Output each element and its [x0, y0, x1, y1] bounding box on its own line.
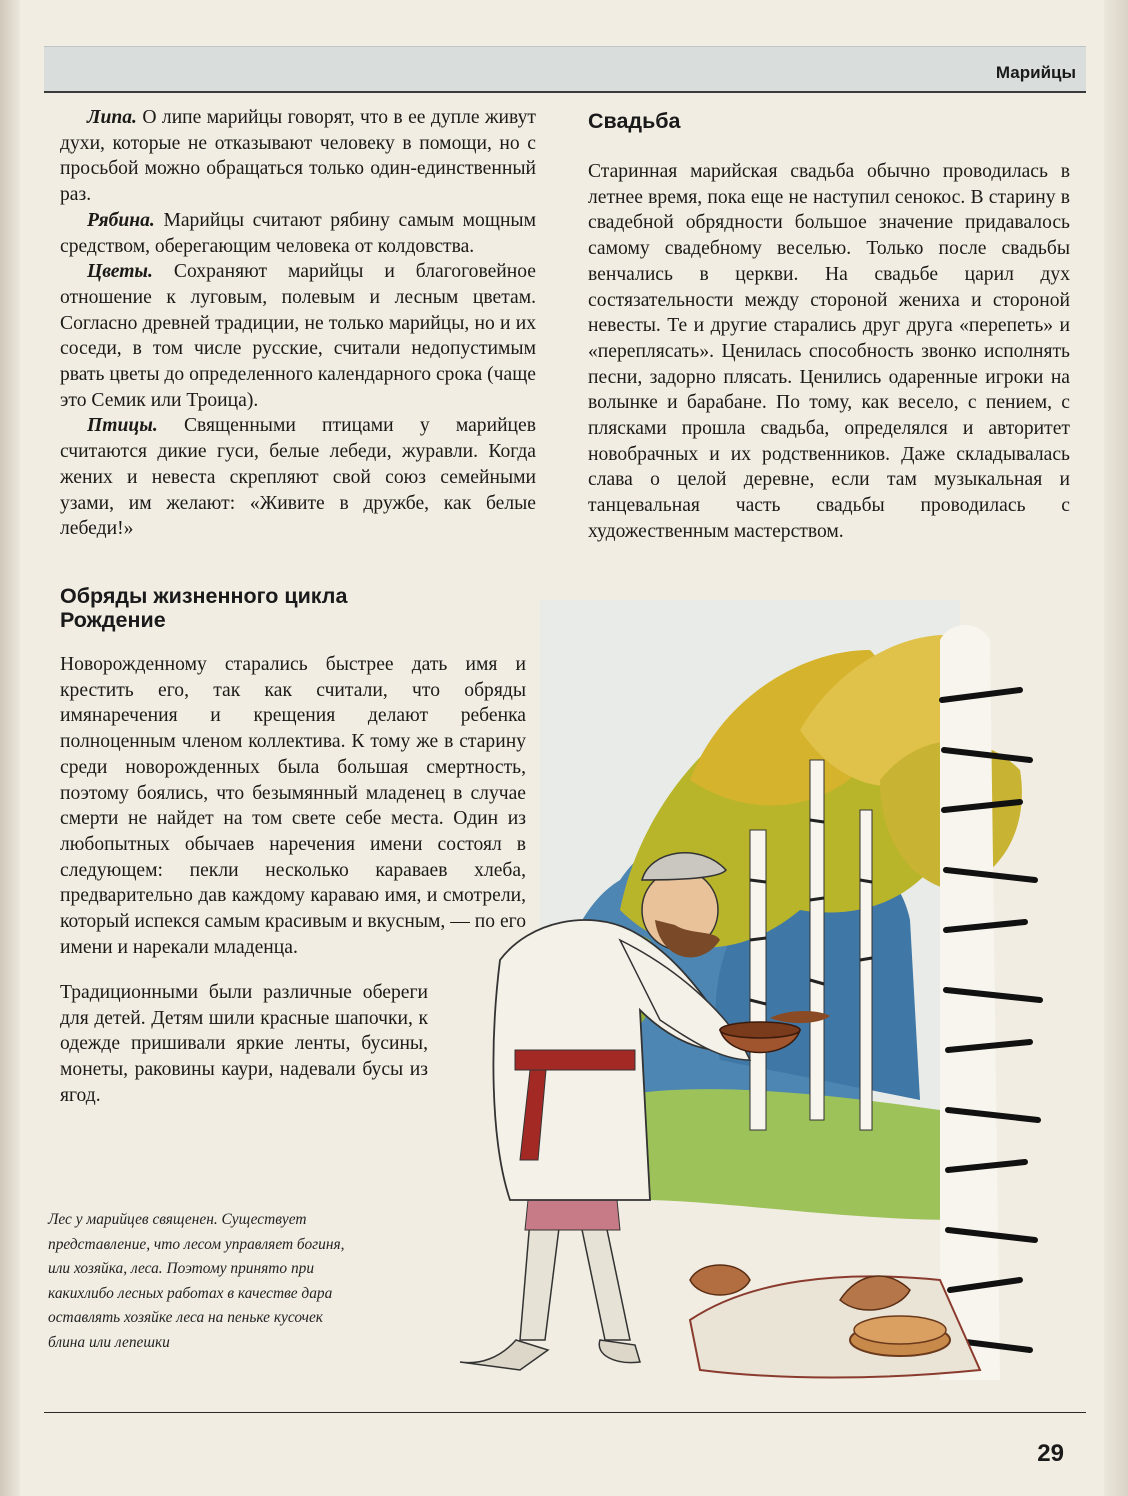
- paragraph-rowan: [60, 208, 536, 259]
- forest-offering-illustration: [420, 580, 1088, 1384]
- paragraph-flowers: [60, 259, 536, 413]
- term-flowers: Цветы.: [87, 261, 153, 283]
- page-number: 29: [1037, 1440, 1064, 1467]
- text-linden: О липе марийцы говорят, что в ее дупле живут духи, которые не отказывают человеку в помощи, но с просьбой можно обращаться только один-единственный раз.: [60, 107, 536, 206]
- paragraph-wedding: Старинная марийская свадьба обычно проводилась в летнее время, пока еще не наступил сенокос. В старину в свадебной обрядности большое значение придавалось самому свадебному веселью. Только после свадьбы венчались в церкви. На свадьбе царил дух состязательности между стороной жениха и стороной невесты. Те и другие старались друг друга «перепеть» и «переплясать». Ценилась способность звонко исполнять песни, задорно плясать. Ценились одаренные игроки на волынке и барабане. По тому, как весело, с пением, с плясками прошла свадьба, определялся и авторитет новобрачных и их родственников. Даже складывалась слава о целой деревне, если там музыкальная и танцевальная часть свадьбы проводилась с художественным мастерством.: [588, 161, 1070, 542]
- right-column: [588, 105, 1070, 545]
- heading-wedding: Свадьба: [588, 109, 681, 133]
- term-birds: Птицы.: [87, 415, 158, 437]
- paragraph-linden: [60, 105, 536, 208]
- text-flowers: Сохраняют марийцы и благоговейное отношение к луговым, полевым и лесным цветам. Согласно древней традиции, не только марийцы, но и их соседи, в том числе русские, считали недопустимым рвать цветы до определенного календарного срока (чаще это Семик или Троица).: [60, 261, 536, 411]
- footer-rule: [44, 1412, 1086, 1413]
- page-gutter-left: [0, 0, 20, 1496]
- illustration-caption: Лес у марийцев священен. Существует представление, что лесом управляет богиня, или хозяйка, леса. Поэтому принято при какихлибо лесных работах в качестве дара оставлять хозяйке леса на пеньке кусочек блина или лепешки: [48, 1211, 345, 1351]
- text-rowan: Марийцы считают рябину самым мощным средством, оберегающим человека от колдовства.: [60, 209, 536, 257]
- paragraph-birth: Новорожденному старались быстрее дать имя и крестить его, так как считали, что обряды имянаречения и крещения делают ребенка полноценным членом коллектива. К тому же в старину среди новорожденных была большая смертность, поэтому боялись, что безымянный младенец в случае смерти не найдет на том свете себе места. Один из любопытных обычаев наречения имени состоял в следующем: пекли несколько караваев хлеба, предварительно дав каждому караваю имя, и смотрели, который испекся самым красивым и вкусным, — по его имени и нарекали младенца.: [60, 654, 526, 958]
- amulets-text-block: [60, 980, 428, 1109]
- heading-life-cycle-line1: Обряды жизненного цикла: [60, 584, 348, 608]
- term-rowan: Рябина.: [87, 209, 155, 231]
- paragraph-birds: [60, 413, 536, 542]
- paragraph-amulets: Традиционными были различные обереги для детей. Детям шили красные шапочки, к одежде пришивали яркие ленты, бусины, монеты, раковины каури, надевали бусы из ягод.: [60, 982, 428, 1106]
- heading-birth: Рождение: [60, 608, 166, 632]
- left-column: [60, 105, 536, 542]
- text-birds: Священными птицами у марийцев считаются дикие гуси, белые лебеди, журавли. Когда жених и невеста скрепляют свой союз семейными узами, им желают: «Живите в дружбе, как белые лебеди!»: [60, 415, 536, 540]
- term-linden: Липа.: [87, 107, 137, 128]
- running-header: [44, 46, 1086, 93]
- page-gutter-right: [1104, 0, 1128, 1496]
- running-header-title: Марийцы: [995, 63, 1076, 82]
